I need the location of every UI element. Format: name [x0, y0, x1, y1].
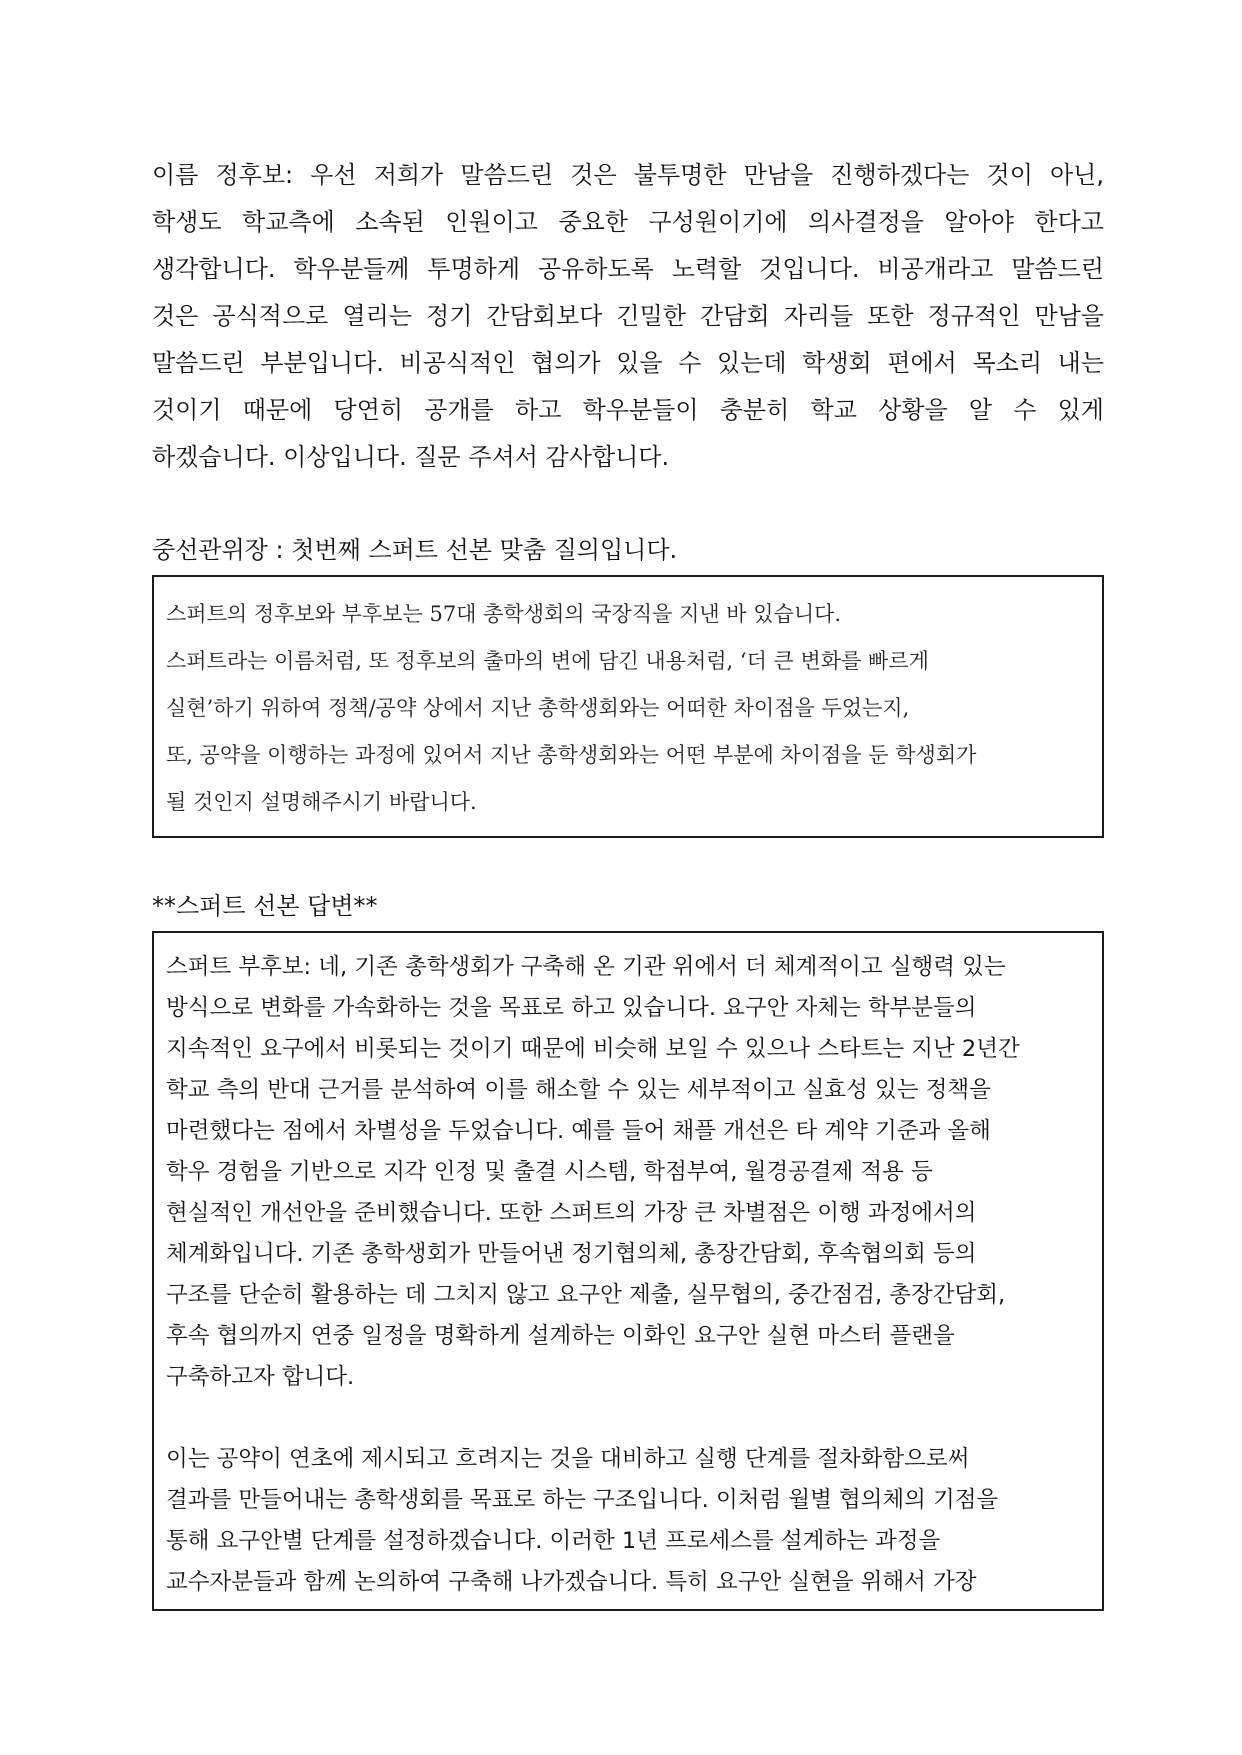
answer-line: 교수자분들과 함께 논의하여 구축해 나가겠습니다. 특히 요구안 실현을 위해서 가장	[166, 1569, 977, 1595]
answer-line: 현실적인 개선안을 준비했습니다. 또한 스퍼트의 가장 큰 차별점은 이행 과정에서의	[166, 1200, 977, 1226]
question-box	[152, 575, 1104, 838]
statement-line: 말씀드린 부분입니다. 비공식적인 협의가 있을 수 있는데 학생회 편에서 목소리 내는	[152, 349, 1104, 377]
statement-line: 학생도 학교측에 소속된 인원이고 중요한 구성원이기에 의사결정을 알아야 한다고	[152, 208, 1104, 236]
question-line: 스퍼트의 정후보와 부후보는 57대 총학생회의 국장직을 지낸 바 있습니다.	[166, 602, 842, 626]
answer-line: 학우 경험을 기반으로 지각 인정 및 출결 시스템, 학점부여, 월경공결제 적용 등	[166, 1159, 933, 1185]
statement-line: 생각합니다. 학우분들께 투명하게 공유하도록 노력할 것입니다. 비공개라고 말씀드린	[152, 255, 1104, 283]
question-line: 스퍼트라는 이름처럼, 또 정후보의 출마의 변에 담긴 내용처럼, ‘더 큰 변화를 빠르게	[166, 649, 929, 673]
statement-paragraph	[152, 152, 1104, 481]
answer-line: 마련했다는 점에서 차별성을 두었습니다. 예를 들어 채플 개선은 타 계약 기준과 올해	[166, 1118, 991, 1144]
answer-line: 스퍼트 부후보: 네, 기존 총학생회가 구축해 온 기관 위에서 더 체계적이고 실행력 있는	[166, 954, 1006, 980]
answer-paragraph	[166, 1439, 1090, 1603]
statement-line: 하겠습니다. 이상입니다. 질문 주셔서 감사합니다.	[152, 443, 670, 471]
answer-paragraph	[166, 947, 1090, 1398]
question-heading: 중선관위장 : 첫번째 스퍼트 선본 맞춤 질의입니다.	[152, 536, 678, 564]
question-line: 또, 공약을 이행하는 과정에 있어서 지난 총학생회와는 어떤 부분에 차이점을 둔 학생회가	[166, 743, 977, 767]
question-line: 실현’하기 위하여 정책/공약 상에서 지난 총학생회와는 어떠한 차이점을 두었는지,	[166, 696, 910, 720]
answer-line: 방식으로 변화를 가속화하는 것을 목표로 하고 있습니다. 요구안 자체는 학부분들의	[166, 995, 977, 1021]
answer-line: 이는 공약이 연초에 제시되고 흐려지는 것을 대비하고 실행 단계를 절차화함으로써	[166, 1446, 970, 1472]
answer-line: 학교 측의 반대 근거를 분석하여 이를 해소할 수 있는 세부적이고 실효성 있는 정책을	[166, 1077, 991, 1103]
statement-line: 것은 공식적으로 열리는 정기 간담회보다 긴밀한 간담회 자리들 또한 정규적인 만남을	[152, 302, 1104, 330]
answer-line: 구축하고자 합니다.	[166, 1364, 355, 1390]
answer-line: 구조를 단순히 활용하는 데 그치지 않고 요구안 제출, 실무협의, 중간점검, 총장간담회,	[166, 1282, 1006, 1308]
answer-line: 체계화입니다. 기존 총학생회가 만들어낸 정기협의체, 총장간담회, 후속협의회 등의	[166, 1241, 977, 1267]
answer-line: 지속적인 요구에서 비롯되는 것이기 때문에 비슷해 보일 수 있으나 스타트는 지난 2년간	[166, 1036, 1020, 1062]
answer-line: 결과를 만들어내는 총학생회를 목표로 하는 구조입니다. 이처럼 월별 협의체의 기점을	[166, 1487, 999, 1513]
statement-line: 것이기 때문에 당연히 공개를 하고 학우분들이 충분히 학교 상황을 알 수 있게	[152, 396, 1104, 424]
statement-line: 이름 정후보: 우선 저희가 말씀드린 것은 불투명한 만남을 진행하겠다는 것이 아닌,	[152, 161, 1104, 189]
answer-box	[152, 931, 1104, 1611]
answer-line: 후속 협의까지 연중 일정을 명확하게 설계하는 이화인 요구안 실현 마스터 플랜을	[166, 1323, 955, 1349]
answer-heading: **스퍼트 선본 답변**	[152, 892, 378, 920]
question-line: 될 것인지 설명해주시기 바랍니다.	[166, 790, 477, 814]
answer-line: 통해 요구안별 단계를 설정하겠습니다. 이러한 1년 프로세스를 설계하는 과정을	[166, 1528, 941, 1554]
